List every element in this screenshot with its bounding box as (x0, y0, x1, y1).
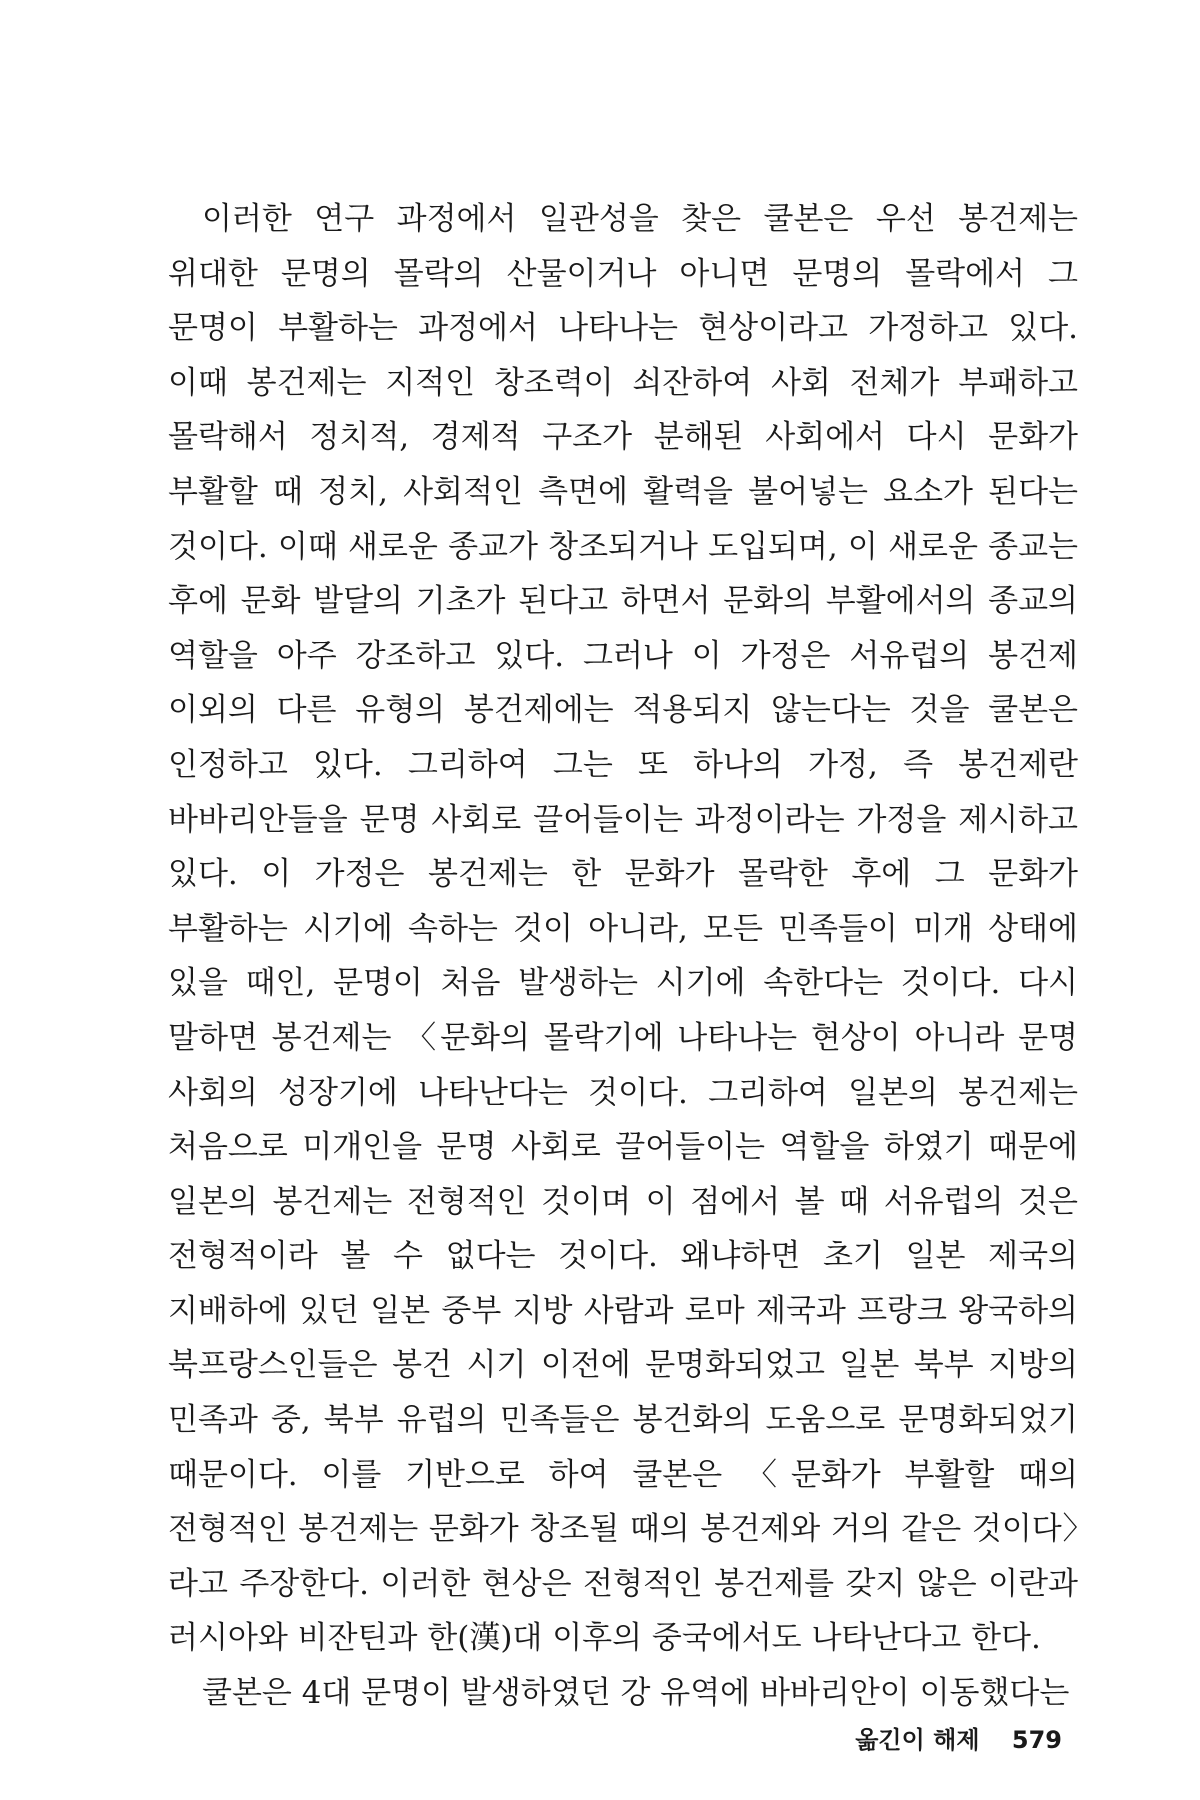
body-text (168, 192, 1078, 1721)
page-number: 579 (1011, 1726, 1062, 1754)
running-footer-label: 옮긴이 해제 (855, 1726, 980, 1754)
paragraph-1: 이러한 연구 과정에서 일관성을 찾은 쿨본은 우선 봉건제는 위대한 문명의 몰락의 산물이거나 아니면 문명의 몰락에서 그 문명이 부활하는 과정에서 나타나는 현상이라고 가정하고 있다. 이때 봉건제는 지적인 창조력이 쇠잔하여 사회 전체가 부패하고 몰락해서 정치적, 경제적 구조가 분해된 사회에서 다시 문화가 부활할 때 정치, 사회적인 측면에 활력을 불어넣는 요소가 된다는 것이다. 이때 새로운 종교가 창조되거나 도입되며, 이 새로운 종교는 후에 문화 발달의 기초가 된다고 하면서 문화의 부활에서의 종교의 역할을 아주 강조하고 있다. 그러나 이 가정은 서유럽의 봉건제 이외의 다른 유형의 봉건제에는 적용되지 않는다는 것을 쿨본은 인정하고 있다. 그리하여 그는 또 하나의 가정, 즉 봉건제란 바바리안들을 문명 사회로 끌어들이는 과정이라는 가정을 제시하고 있다. 이 가정은 봉건제는 한 문화가 몰락한 후에 그 문화가 부활하는 시기에 속하는 것이 아니라, 모든 민족들이 미개 상태에 있을 때인, 문명이 처음 발생하는 시기에 속한다는 것이다. 다시 말하면 봉건제는 〈문화의 몰락기에 나타나는 현상이 아니라 문명 사회의 성장기에 나타난다는 것이다. 그리하여 일본의 봉건제는 처음으로 미개인을 문명 사회로 끌어들이는 역할을 하였기 때문에 일본의 봉건제는 전형적인 것이며 이 점에서 볼 때 서유럽의 것은 전형적이라 볼 수 없다는 것이다. 왜냐하면 초기 일본 제국의 지배하에 있던 일본 중부 지방 사람과 로마 제국과 프랑크 왕국하의 북프랑스인들은 봉건 시기 이전에 문명화되었고 일본 북부 지방의 민족과 중, 북부 유럽의 민족들은 봉건화의 도움으로 문명화되었기 때문이다. 이를 기반으로 하여 쿨본은 〈문화가 부활할 때의 전형적인 봉건제는 문화가 창조될 때의 봉건제와 거의 같은 것이다〉라고 주장한다. 이러한 현상은 전형적인 봉건제를 갖지 않은 이란과 러시아와 비잔틴과 한(漢)대 이후의 중국에서도 나타난다고 한다. (168, 201, 1078, 1657)
paragraph-2: 쿨본은 4대 문명이 발생하였던 강 유역에 바바리안이 이동했다는 (202, 1675, 1070, 1712)
page-footer (855, 1720, 1062, 1755)
